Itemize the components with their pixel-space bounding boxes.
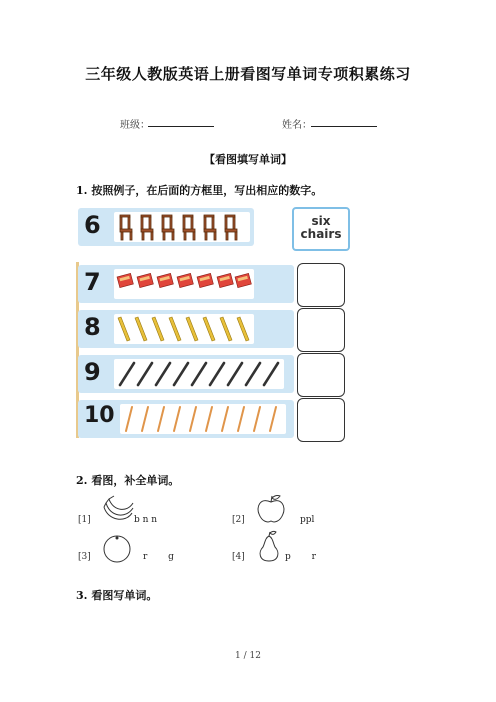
answer-box-9[interactable]: [297, 353, 345, 397]
chairs-strip: [114, 212, 250, 242]
pear-icon: [254, 530, 284, 564]
answer-box-10[interactable]: [297, 398, 345, 442]
name-label: 姓名：: [282, 120, 312, 131]
pen-icon: [114, 359, 284, 389]
row-9: [78, 355, 294, 393]
word-letters: r g: [143, 552, 174, 562]
word-letters: p r: [285, 552, 316, 562]
word-letters: b n n: [134, 515, 158, 525]
row-number: 7: [84, 268, 101, 296]
item-index: [4]: [232, 552, 245, 562]
question-2-label: 2. 看图，补全单词。: [76, 474, 180, 487]
chair-icon: [114, 212, 250, 242]
row-10: [78, 400, 294, 438]
row-number: 10: [84, 403, 115, 428]
class-label: 班级：: [120, 120, 150, 131]
ruler-icon: [114, 314, 254, 344]
answer-box-8[interactable]: [297, 308, 345, 352]
class-field[interactable]: [148, 116, 214, 127]
item-index: [2]: [232, 515, 245, 525]
question-3-label: 3. 看图写单词。: [76, 589, 158, 602]
example-answer-box: [292, 207, 350, 251]
banana-icon: [100, 493, 136, 527]
section-title: 【看图填写单词】: [204, 153, 292, 166]
item-index: [3]: [78, 552, 91, 562]
row-number: 8: [84, 313, 101, 341]
example-word-2: chairs: [300, 227, 342, 241]
answer-box-7[interactable]: [297, 263, 345, 307]
question-1-label: 1. 按照例子，在后面的方框里，写出相应的数字。: [76, 184, 323, 197]
row-number: 9: [84, 358, 101, 386]
page-title: 三年级人教版英语上册看图写单词专项积累练习: [85, 65, 411, 83]
page-number: 1 / 12: [235, 651, 261, 661]
example-word-1: six: [311, 214, 331, 228]
book-icon: [114, 269, 254, 299]
row-8: [78, 310, 294, 348]
word-letters: ppl: [300, 515, 315, 525]
orange-icon: [100, 532, 134, 564]
pencil-icon: [120, 404, 286, 434]
example-number: 6: [84, 211, 101, 239]
item-index: [1]: [78, 515, 91, 525]
example-row: [78, 208, 254, 246]
name-field[interactable]: [311, 116, 377, 127]
pens-strip: [114, 359, 284, 389]
row-7: [78, 265, 294, 303]
pencils-strip: [120, 404, 286, 434]
rulers-strip: [114, 314, 254, 344]
books-strip: [114, 269, 254, 299]
apple-icon: [254, 493, 288, 525]
